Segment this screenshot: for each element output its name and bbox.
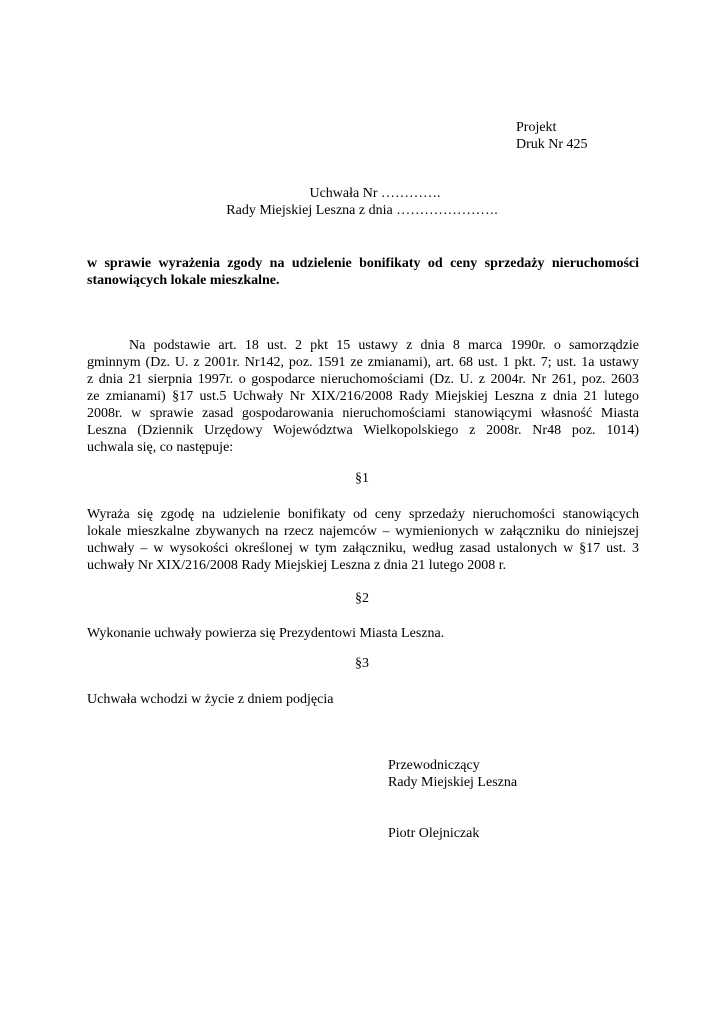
legal-basis-line: z dnia 21 sierpnia 1997r. o gospodarce nieruchomościami (Dz. U. z 2004r. Nr 261, poz. 2603 (87, 372, 639, 387)
subject-line: w sprawie wyrażenia zgody na udzielenie bonifikaty od ceny sprzedaży nieruchomości (87, 256, 639, 271)
legal-basis-paragraph (87, 337, 639, 456)
section-3-text (87, 691, 333, 708)
legal-basis-line: 2008r. w sprawie zasad gospodarowania nieruchomościami stanowiącymi własność Miasta (87, 406, 639, 421)
section-1-mark: §1 (355, 471, 369, 486)
signer-name-text: Piotr Olejniczak (388, 826, 480, 841)
section-1-text (87, 506, 639, 574)
section-2-text (87, 625, 444, 642)
legal-basis-line: ze zmianami) §17 ust.5 Uchwały Nr XIX/216/2008 Rady Miejskiej Leszna z dnia 21 lutego (87, 389, 639, 404)
section-2-mark: §2 (355, 591, 369, 606)
print-number: Druk Nr 425 (516, 137, 588, 152)
section-1-line: uchwały – w wysokości określonej w tym załączniku, według zasad ustalonych w §17 ust. 3 (87, 541, 639, 556)
legal-basis-line: gminnym (Dz. U. z 2001r. Nr142, poz. 1591 ze zmianami), art. 68 ust. 1 pkt. 7; ust. 1a ustawy (87, 355, 639, 370)
council-date-line: Rady Miejskiej Leszna z dnia …………………. (226, 203, 498, 218)
resolution-title (0, 185, 724, 219)
signature-role-line: Przewodniczący (388, 758, 480, 773)
signer-name (388, 825, 479, 842)
section-1-line: uchwały Nr XIX/216/2008 Rady Miejskiej Leszna z dnia 21 lutego 2008 r. (87, 558, 507, 573)
signature-role (388, 757, 517, 791)
legal-basis-line: uchwala się, co następuje: (87, 440, 234, 455)
subject-line: stanowiących lokale mieszkalne. (87, 273, 280, 288)
section-1-line: lokale mieszkalne zbywanych na rzecz najemców – wymienionych w załączniku do niniejszej (87, 524, 639, 539)
section-2-line: Wykonanie uchwały powierza się Prezydentowi Miasta Leszna. (87, 626, 445, 641)
project-label: Projekt (516, 120, 557, 135)
resolution-number: Uchwała Nr …………. (309, 186, 441, 201)
section-3-line: Uchwała wchodzi w życie z dniem podjęcia (87, 692, 334, 707)
legal-basis-line: Na podstawie art. 18 ust. 2 pkt 15 ustawy z dnia 8 marca 1990r. o samorządzie (129, 338, 639, 353)
signature-role-line: Rady Miejskiej Leszna (388, 775, 518, 790)
section-1-line: Wyraża się zgodę na udzielenie bonifikaty od ceny sprzedaży nieruchomości stanowiących (87, 507, 639, 522)
section-3-mark: §3 (355, 656, 369, 671)
legal-basis-line: Leszna (Dziennik Urzędowy Województwa Wielkopolskiego z 2008r. Nr48 poz. 1014) (87, 423, 639, 438)
project-header (516, 119, 588, 153)
resolution-subject (87, 255, 639, 289)
